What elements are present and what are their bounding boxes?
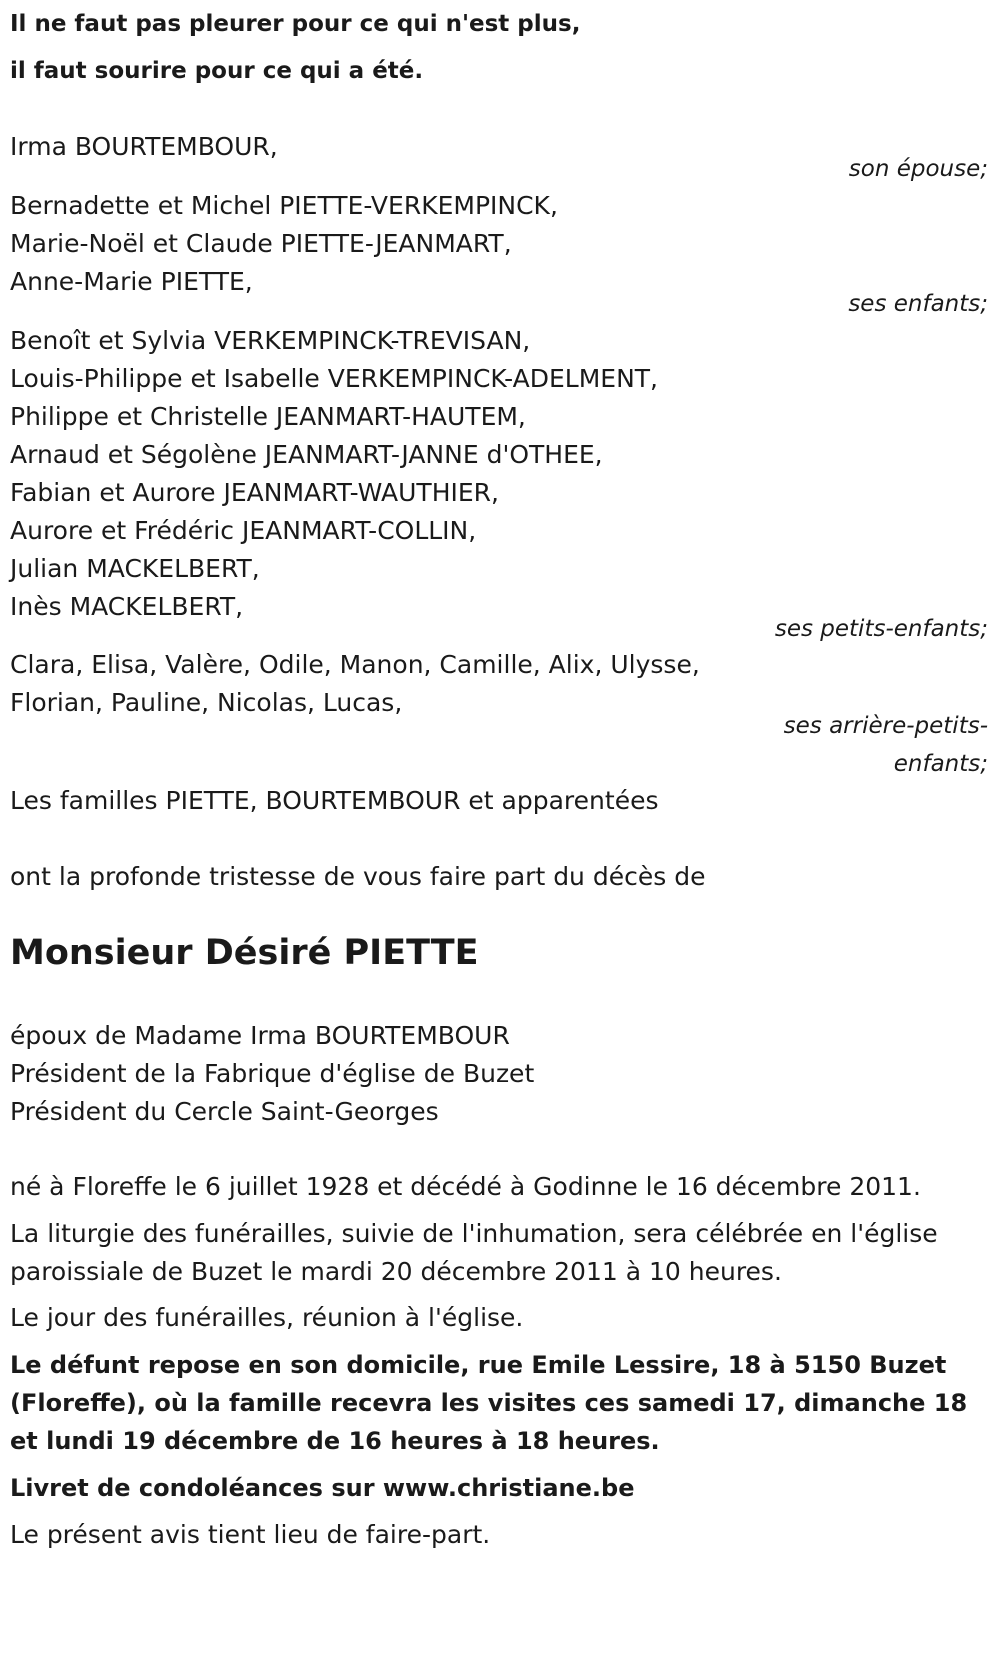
great-grandchildren-line: Florian, Pauline, Nicolas, Lucas,: [10, 688, 403, 717]
quote: [10, 1, 580, 95]
liturgy-line-2: paroissiale de Buzet le mardi 20 décembre 2011 à 10 heures.: [10, 1257, 782, 1286]
grandchild-name: Aurore et Frédéric JEANMART-COLLIN,: [10, 516, 477, 545]
reunion: Le jour des funérailles, réunion à l'église.: [10, 1303, 524, 1332]
liturgy: [10, 1215, 938, 1291]
children-group: [10, 187, 558, 301]
condolences: Livret de condoléances sur www.christiane.be: [10, 1474, 635, 1502]
children-role: ses enfants;: [848, 291, 988, 317]
child-name: Marie-Noël et Claude PIETTE-JEANMART,: [10, 229, 512, 258]
visits-line-1: Le défunt repose en son domicile, rue Emile Lessire, 18 à 5150 Buzet: [10, 1351, 947, 1379]
grandchild-name: Benoît et Sylvia VERKEMPINCK-TREVISAN,: [10, 326, 531, 355]
birth-death: né à Floreffe le 6 juillet 1928 et décédé à Godinne le 16 décembre 2011.: [10, 1172, 921, 1201]
grandchild-name: Philippe et Christelle JEANMART-HAUTEM,: [10, 402, 526, 431]
title-line: Président du Cercle Saint-Georges: [10, 1097, 439, 1126]
grandchild-name: Inès MACKELBERT,: [10, 592, 244, 621]
liturgy-line-1: La liturgie des funérailles, suivie de l'inhumation, sera célébrée en l'église: [10, 1219, 938, 1248]
visits-line-2: (Floreffe), où la famille recevra les visites ces samedi 17, dimanche 18: [10, 1389, 968, 1417]
child-name: Bernadette et Michel PIETTE-VERKEMPINCK,: [10, 191, 558, 220]
great-grandchildren-role-1: ses arrière-petits-: [783, 713, 988, 739]
grandchildren-group: [10, 322, 658, 626]
quote-line-2: il faut sourire pour ce qui a été.: [10, 58, 424, 84]
visits-line-3: et lundi 19 décembre de 16 heures à 18 heures.: [10, 1427, 660, 1455]
deceased-name: Monsieur Désiré PIETTE: [10, 933, 479, 973]
grandchildren-role: ses petits-enfants;: [774, 616, 988, 642]
child-name: Anne-Marie PIETTE,: [10, 267, 253, 296]
great-grandchildren-line: Clara, Elisa, Valère, Odile, Manon, Camille, Alix, Ulysse,: [10, 650, 700, 679]
families: Les familles PIETTE, BOURTEMBOUR et apparentées: [10, 786, 659, 815]
spouse-name: Irma BOURTEMBOUR,: [10, 132, 278, 161]
quote-line-1: Il ne faut pas pleurer pour ce qui n'est plus,: [10, 11, 581, 37]
announcement: ont la profonde tristesse de vous faire part du décès de: [10, 862, 706, 891]
spouse-role: son épouse;: [848, 156, 988, 182]
visits: [10, 1346, 967, 1460]
title-line: Président de la Fabrique d'église de Buzet: [10, 1059, 535, 1088]
great-grandchildren-role-2: enfants;: [893, 751, 988, 777]
grandchild-name: Fabian et Aurore JEANMART-WAUTHIER,: [10, 478, 499, 507]
titles: [10, 1017, 534, 1131]
title-line: époux de Madame Irma BOURTEMBOUR: [10, 1021, 510, 1050]
notice: Le présent avis tient lieu de faire-part.: [10, 1520, 491, 1549]
grandchild-name: Julian MACKELBERT,: [10, 554, 260, 583]
grandchild-name: Louis-Philippe et Isabelle VERKEMPINCK-ADELMENT,: [10, 364, 658, 393]
grandchild-name: Arnaud et Ségolène JEANMART-JANNE d'OTHEE,: [10, 440, 603, 469]
